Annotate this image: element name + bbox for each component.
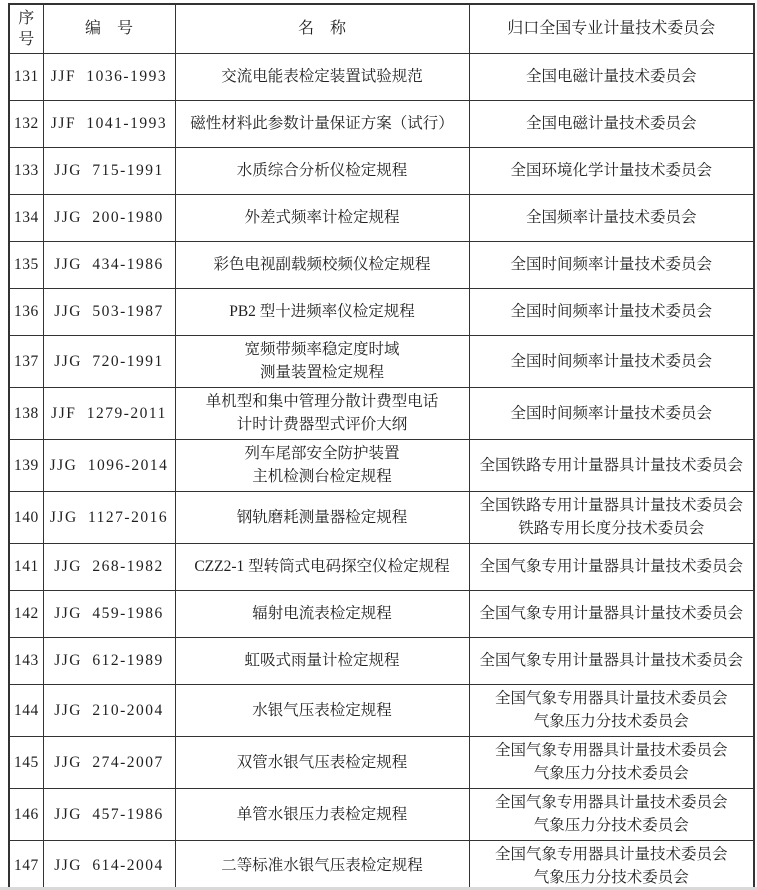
cell-code: JJG 457-1986 [43,788,175,840]
table-row [9,387,754,439]
cell-line: 水银气压表检定规程 [252,701,392,719]
table-row [9,590,754,637]
cell-line: 磁性材料此参数计量保证方案（试行） [190,115,454,132]
cell-committee [469,637,754,684]
cell-code: JJG 720-1991 [43,335,175,387]
cell-line: 辐射电流表检定规程 [252,605,392,622]
cell-line: 全国环境化学计量技术委员会 [510,162,712,179]
cell-line: 钢轨磨耗测量器检定规程 [236,508,408,526]
table-row [9,543,754,590]
cell-code: JJF 1041-1993 [43,100,175,147]
cell-seq: 132 [9,100,43,147]
table-row [9,637,754,684]
table-row [9,194,754,241]
cell-line: 全国气象专用器具计量技术委员会 [494,690,728,707]
cell-line: 双管水银气压表检定规程 [236,753,408,771]
cell-committee [469,53,754,100]
table-body [9,53,754,890]
header-seq-line1: 序 [18,9,35,27]
cell-line: CZZ2-1 型转筒式电码探空仪检定规程 [194,558,450,575]
cell-code: JJG 268-1982 [43,543,175,590]
cell-name [175,736,469,788]
cell-name [175,788,469,840]
cell-code: JJF 1036-1993 [43,53,175,100]
cell-name [175,147,469,194]
cell-name [175,840,469,890]
cell-seq: 134 [9,194,43,241]
cell-line: 全国铁路专用计量器具计量技术委员会 [479,497,743,514]
cell-seq: 146 [9,788,43,840]
cell-line: 全国电磁计量技术委员会 [525,115,697,132]
cell-line: 全国气象专用器具计量技术委员会 [494,794,728,811]
cell-seq: 137 [9,335,43,387]
cell-seq: 131 [9,53,43,100]
cell-seq: 133 [9,147,43,194]
cell-line: 气象压力分技术委员会 [533,713,689,730]
cell-line: 全国铁路专用计量器具计量技术委员会 [479,456,743,474]
table-row [9,684,754,736]
cell-name [175,684,469,736]
cell-committee [469,387,754,439]
cell-line: 二等标准水银气压表检定规程 [221,857,423,875]
cell-seq: 143 [9,637,43,684]
cell-committee [469,736,754,788]
cell-name [175,100,469,147]
cell-line: 全国频率计量技术委员会 [525,209,697,226]
cell-line: 全国气象专用器具计量技术委员会 [494,742,728,759]
header-code: 编 号 [43,4,175,53]
cell-seq: 144 [9,684,43,736]
cell-line: 全国气象专用计量器具计量技术委员会 [479,558,743,575]
cell-code: JJG 614-2004 [43,840,175,890]
cell-line: PB2 型十进频率仪检定规程 [229,303,415,320]
cell-committee [469,147,754,194]
cell-line: 全国时间频率计量技术委员会 [510,404,712,422]
cell-name [175,288,469,335]
cell-committee [469,335,754,387]
cell-committee [469,788,754,840]
cell-name [175,335,469,387]
cell-line: 彩色电视副载频校频仪检定规程 [213,256,431,273]
cell-committee [469,439,754,491]
cell-code: JJG 503-1987 [43,288,175,335]
cell-seq: 139 [9,439,43,491]
cell-name [175,241,469,288]
cell-line: 全国气象专用计量器具计量技术委员会 [479,605,743,622]
cell-line: 主机检测台检定规程 [252,468,392,485]
cell-line: 单管水银压力表检定规程 [236,805,408,823]
cell-committee [469,100,754,147]
cell-line: 全国时间频率计量技术委员会 [510,256,712,273]
table-row [9,100,754,147]
cell-code: JJG 434-1986 [43,241,175,288]
cell-seq: 140 [9,491,43,543]
cell-name [175,387,469,439]
cell-seq: 145 [9,736,43,788]
cell-committee [469,840,754,890]
cell-name [175,543,469,590]
cell-line: 气象压力分技术委员会 [533,765,689,782]
cell-code: JJF 1279-2011 [43,387,175,439]
cell-line: 气象压力分技术委员会 [533,868,689,886]
cell-committee [469,590,754,637]
cell-seq: 142 [9,590,43,637]
table-row [9,288,754,335]
table-row [9,736,754,788]
cell-line: 交流电能表检定装置试验规范 [221,68,423,85]
table-row [9,335,754,387]
cell-line: 全国电磁计量技术委员会 [525,68,697,85]
cell-line: 外差式频率计检定规程 [244,209,400,226]
cell-committee [469,491,754,543]
cell-name [175,53,469,100]
header-seq-line2: 号 [18,30,35,48]
cell-committee [469,684,754,736]
cell-line: 铁路专用长度分技术委员会 [518,520,705,537]
cell-line: 气象压力分技术委员会 [533,817,689,834]
table-row [9,788,754,840]
cell-name [175,637,469,684]
table-row [9,439,754,491]
cell-name [175,491,469,543]
cell-committee [469,241,754,288]
cell-name [175,590,469,637]
cell-code: JJG 1096-2014 [43,439,175,491]
table-header-row [9,4,754,53]
cell-seq: 141 [9,543,43,590]
table-row [9,147,754,194]
cell-code: JJG 1127-2016 [43,491,175,543]
cell-line: 列车尾部安全防护装置 [244,445,400,462]
cell-committee [469,543,754,590]
cell-line: 虹吸式雨量计检定规程 [244,652,400,669]
cell-code: JJG 274-2007 [43,736,175,788]
cell-line: 测量装置检定规程 [259,364,384,381]
table-row [9,491,754,543]
header-name: 名 称 [175,4,469,53]
cell-seq: 147 [9,840,43,890]
cell-code: JJG 612-1989 [43,637,175,684]
cell-code: JJG 210-2004 [43,684,175,736]
cell-name [175,194,469,241]
header-seq [9,4,43,53]
cell-line: 全国气象专用器具计量技术委员会 [494,845,728,863]
cell-code: JJG 459-1986 [43,590,175,637]
cell-line: 单机型和集中管理分散计费型电话 [205,393,439,410]
table-row [9,840,754,890]
cell-committee [469,288,754,335]
cell-line: 宽频带频率稳定度时域 [244,341,400,358]
cell-seq: 136 [9,288,43,335]
cell-line: 全国气象专用计量器具计量技术委员会 [479,652,743,669]
cell-line: 水质综合分析仪检定规程 [236,162,408,179]
standards-table [8,3,755,890]
cell-committee [469,194,754,241]
cell-line: 计时计费器型式评价大纲 [236,416,408,433]
cell-line: 全国时间频率计量技术委员会 [510,352,712,370]
cell-seq: 135 [9,241,43,288]
cell-code: JJG 715-1991 [43,147,175,194]
cell-seq: 138 [9,387,43,439]
cell-code: JJG 200-1980 [43,194,175,241]
table-row [9,241,754,288]
cell-line: 全国时间频率计量技术委员会 [510,303,712,320]
header-committee: 归口全国专业计量技术委员会 [469,4,754,53]
cell-name [175,439,469,491]
table-row [9,53,754,100]
